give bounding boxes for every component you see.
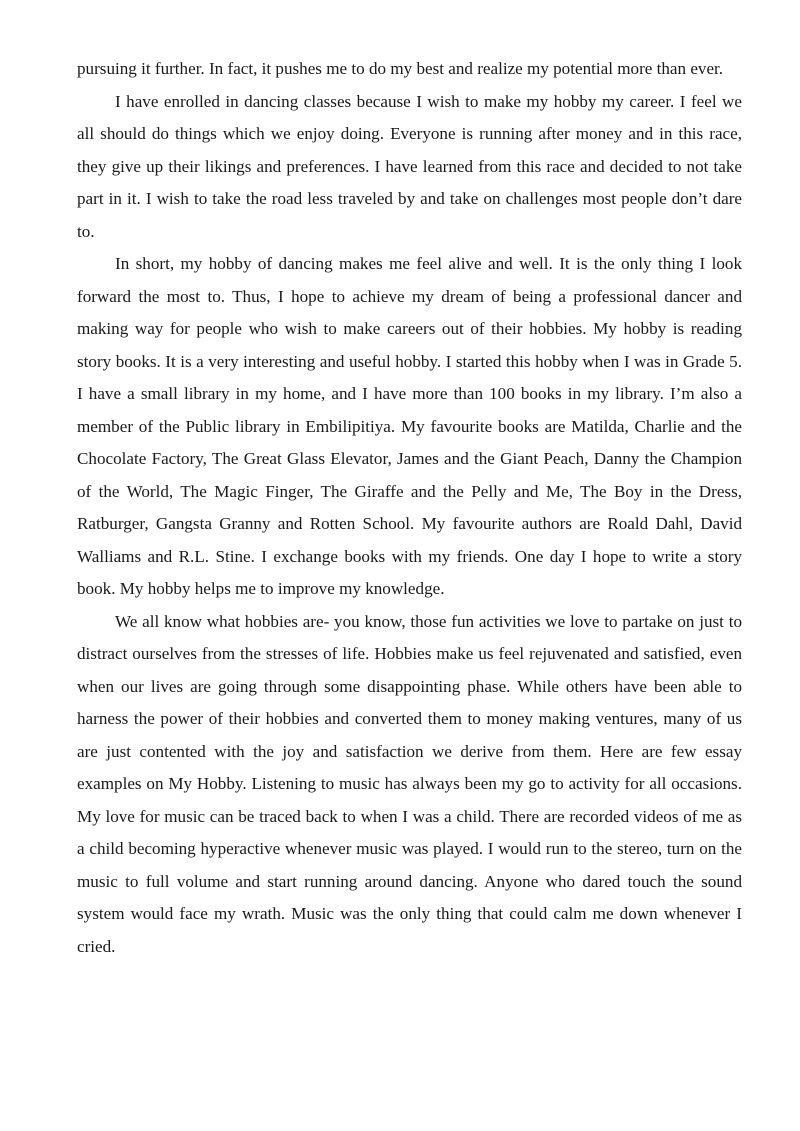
paragraph-continued: pursuing it further. In fact, it pushes me to do my best and realize my potential more than ever. xyxy=(77,59,724,78)
paragraph-music-hobby: We all know what hobbies are- you know, those fun activities we love to partake on just to distract ourselves from the stresses of life. Hobbies make us feel rejuvenated and satisfied, even when our lives are going through some disappointing phase. While others have been able to harness the power of their hobbies and converted them to money making ventures, many of us are just contented with the joy and satisfaction we derive from them. Here are few essay examples on My Hobby. Listening to music has always been my go to activity for all occasions. My love for music can be traced back to when I was a child. There are recorded videos of me as a child becoming hyperactive whenever music was played. I would run to the stereo, turn on the music to full volume and start running around dancing. Anyone who dared touch the sound system would face my wrath. Music was the only thing that could calm me down whenever I cried. xyxy=(77,611,742,956)
paragraph-reading-hobby: In short, my hobby of dancing makes me feel alive and well. It is the only thing I look forward the most to. Thus, I hope to achieve my dream of being a professional dancer and making way for people who wish to make careers out of their hobbies. My hobby is reading story books. It is a very interesting and useful hobby. I started this hobby when I was in Grade 5. I have a small library in my home, and I have more than 100 books in my library. I’m also a member of the Public library in Embilipitiya. My favourite books are Matilda, Charlie and the Chocolate Factory, The Great Glass Elevator, James and the Giant Peach, Danny the Champion of the World, The Magic Finger, The Giraffe and the Pelly and Me, The Boy in the Dress, Ratburger, Gangsta Granny and Rotten School. My favourite authors are Roald Dahl, David Walliams and R.L. Stine. I exchange books with my friends. One day I hope to write a story book. My hobby helps me to improve my knowledge. xyxy=(77,254,742,598)
document-page xyxy=(77,53,742,963)
paragraph-dancing-career: I have enrolled in dancing classes because I wish to make my hobby my career. I feel we all should do things which we enjoy doing. Everyone is running after money and in this race, they give up their likings and preferences. I have learned from this race and decided to not take part in it. I wish to take the road less traveled by and take on challenges most people don’t dare to. xyxy=(77,91,742,241)
